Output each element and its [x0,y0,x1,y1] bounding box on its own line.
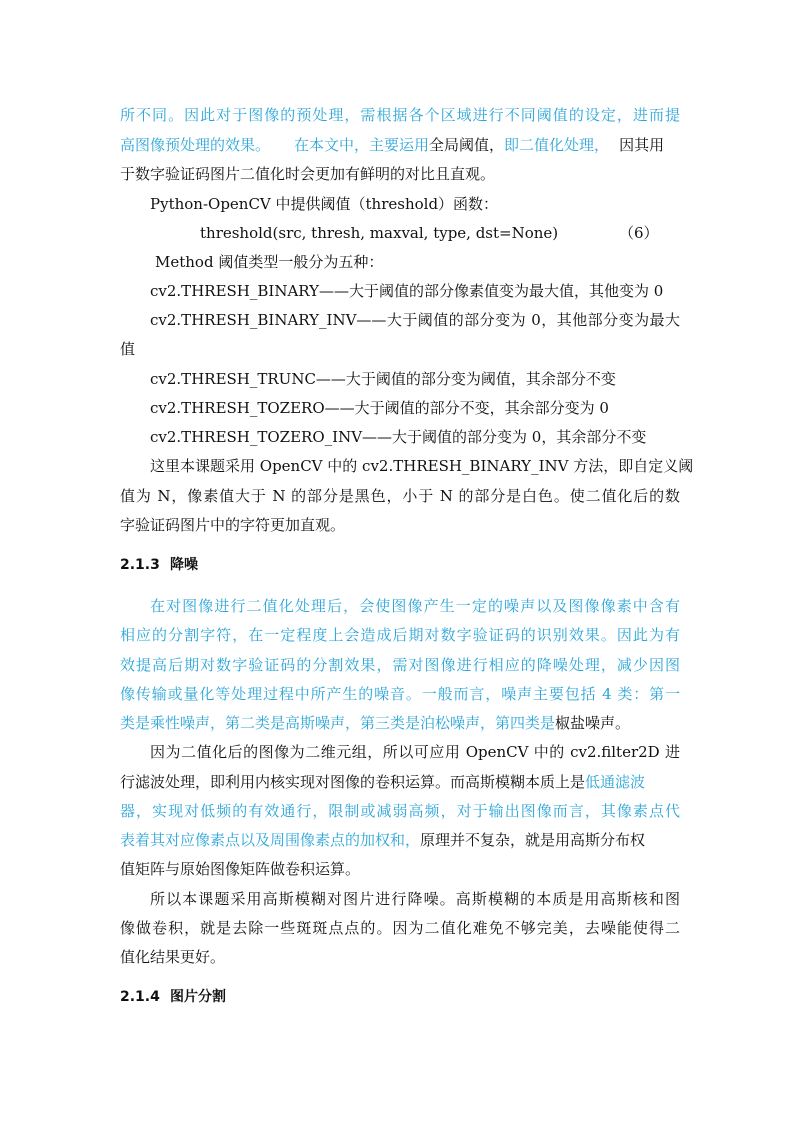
highlight-text: 表着其对应像素点以及周围像素点的加权和， [120,831,421,849]
paragraph-line: 所不同。因此对于图像的预处理，需根据各个区域进行不同阈值的设定，进而提 [120,106,680,124]
paragraph-line [120,713,680,733]
paragraph-line: 这里本课题采用 OpenCV 中的 cv2.THRESH_BINARY_INV 方法，即自定义阈 [150,457,694,475]
paragraph-line [120,135,680,155]
section-number: 2.1.3 [120,557,160,573]
paragraph-line: 因为二值化后的图像为二维元组，所以可应用 OpenCV 中的 cv2.filter2D 进 [150,743,680,761]
paragraph-line: 字验证码图片中的字符更加直观。 [120,516,346,534]
paragraph-line: 所以本课题采用高斯模糊对图片进行降噪。高斯模糊的本质是用高斯核和图 [150,890,680,908]
method-item: cv2.THRESH_BINARY——大于阈值的部分像素值变为最大值，其他变为 0 [150,282,664,300]
method-item: cv2.THRESH_TOZERO——大于阈值的部分不变，其余部分变为 0 [150,399,609,417]
section-heading-2-1-4 [120,987,226,1007]
highlight-text: 类是乘性噪声，第二类是高斯噪声，第三类是泊松噪声，第四类是 [120,714,556,732]
paragraph-line [120,830,680,850]
paragraph-line [120,772,680,792]
method-item-continued: 值 [120,340,136,358]
section-title: 降噪 [170,557,198,573]
paragraph-line: 于数字验证码图片二值化时会更加有鲜明的对比且直观。 [120,165,496,183]
paragraph-line: 值化结果更好。 [120,948,226,966]
paragraph-line: 器，实现对低频的有效通行，限制或减弱高频，对于输出图像而言，其像素点代 [120,802,680,820]
section-number: 2.1.4 [120,989,160,1005]
section-heading-2-1-3 [120,555,198,575]
paragraph-line: 像传输或量化等处理过程中所产生的噪音。一般而言，噪声主要包括 4 类：第一 [120,685,680,703]
highlight-text: 在本文中，主要运用 [294,136,430,154]
equation-number: （6） [619,224,659,242]
body-text: 原理并不复杂，就是用高斯分布权 [420,831,646,849]
method-item: cv2.THRESH_BINARY_INV——大于阈值的部分变为 0，其他部分变为最大 [150,311,680,329]
method-intro: Method 阈值类型一般分为五种： [155,253,384,271]
section-title: 图片分割 [170,989,226,1005]
paragraph-line: 相应的分割字符，在一定程度上会造成后期对数字验证码的识别效果。因此为有 [120,626,680,644]
highlight-text: 低通滤波 [585,773,646,791]
highlight-text: 高图像预处理的效果。 [120,136,271,154]
function-intro: Python-OpenCV 中提供阈值（threshold）函数： [150,195,499,213]
paragraph-line: 值矩阵与原始图像矩阵做卷积运算。 [120,860,361,878]
highlight-text: 即二值化处理， [504,136,610,154]
method-item: cv2.THRESH_TOZERO_INV——大于阈值的部分变为 0，其余部分不变 [150,428,647,446]
equation: threshold(src, thresh, maxval, type, dst=None) [200,224,559,242]
body-text: 全局阈值， [429,136,505,154]
body-text: 因其用 [619,136,665,154]
paragraph-line: 在对图像进行二值化处理后，会使图像产生一定的噪声以及图像像素中含有 [150,597,680,615]
body-text: 椒盐噪声。 [555,714,631,732]
paragraph-line: 效提高后期对数字验证码的分割效果，需对图像进行相应的降噪处理，减少因图 [120,656,680,674]
paragraph-line: 值为 N，像素值大于 N 的部分是黑色，小于 N 的部分是白色。使二值化后的数 [120,487,680,505]
body-text: 行滤波处理，即利用内核实现对图像的卷积运算。而高斯模糊本质上是 [120,773,586,791]
method-item: cv2.THRESH_TRUNC——大于阈值的部分变为阈值，其余部分不变 [150,370,616,388]
paragraph-line: 像做卷积，就是去除一些斑斑点点的。因为二值化难免不够完美，去噪能使得二 [120,919,680,937]
